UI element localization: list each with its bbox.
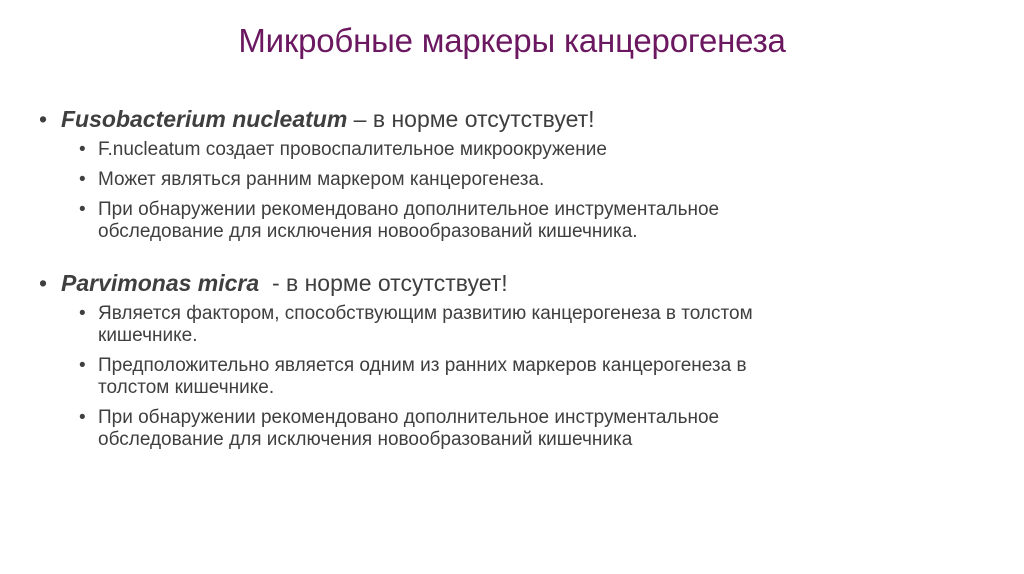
bullet-icon: • bbox=[79, 407, 86, 428]
bullet-icon: • bbox=[79, 199, 86, 220]
marker-point: • Предположительно является одним из ранних маркеров канцерогенеза в толстом кишечнике. bbox=[79, 355, 747, 398]
marker-point: • При обнаружении рекомендовано дополнительное инструментальное обследование для исключения новообразований кишечника. bbox=[79, 199, 720, 242]
marker-point: • При обнаружении рекомендовано дополнительное инструментальное обследование для исключения новообразований кишечника bbox=[79, 407, 720, 450]
marker-point: • Может являться ранним маркером канцерогенеза. bbox=[79, 169, 545, 190]
marker-group-fusobacterium bbox=[37, 104, 997, 243]
organism-status: – в норме отсутствует! bbox=[347, 106, 595, 132]
marker-point: • F.nucleatum создает провоспалительное микроокружение bbox=[79, 139, 607, 160]
organism-name: Fusobacterium nucleatum bbox=[61, 106, 348, 132]
marker-heading bbox=[37, 104, 997, 134]
marker-points bbox=[37, 139, 997, 243]
marker-group-parvimonas bbox=[37, 268, 997, 451]
marker-point: • Является фактором, способствующим развитию канцерогенеза в толстом кишечнике. bbox=[79, 303, 753, 346]
bullet-icon: • bbox=[79, 355, 86, 376]
organism-status: - в норме отсутствует! bbox=[259, 270, 508, 296]
bullet-icon: • bbox=[79, 169, 86, 190]
bullet-icon: • bbox=[39, 106, 48, 132]
slide-content bbox=[37, 104, 997, 459]
bullet-icon: • bbox=[79, 139, 86, 160]
marker-points bbox=[37, 303, 997, 451]
slide-title: Микробные маркеры канцерогенеза bbox=[238, 22, 786, 59]
bullet-icon: • bbox=[39, 270, 48, 296]
bullet-icon: • bbox=[79, 303, 86, 324]
organism-name: Parvimonas micra bbox=[61, 270, 260, 296]
marker-heading bbox=[37, 268, 997, 298]
